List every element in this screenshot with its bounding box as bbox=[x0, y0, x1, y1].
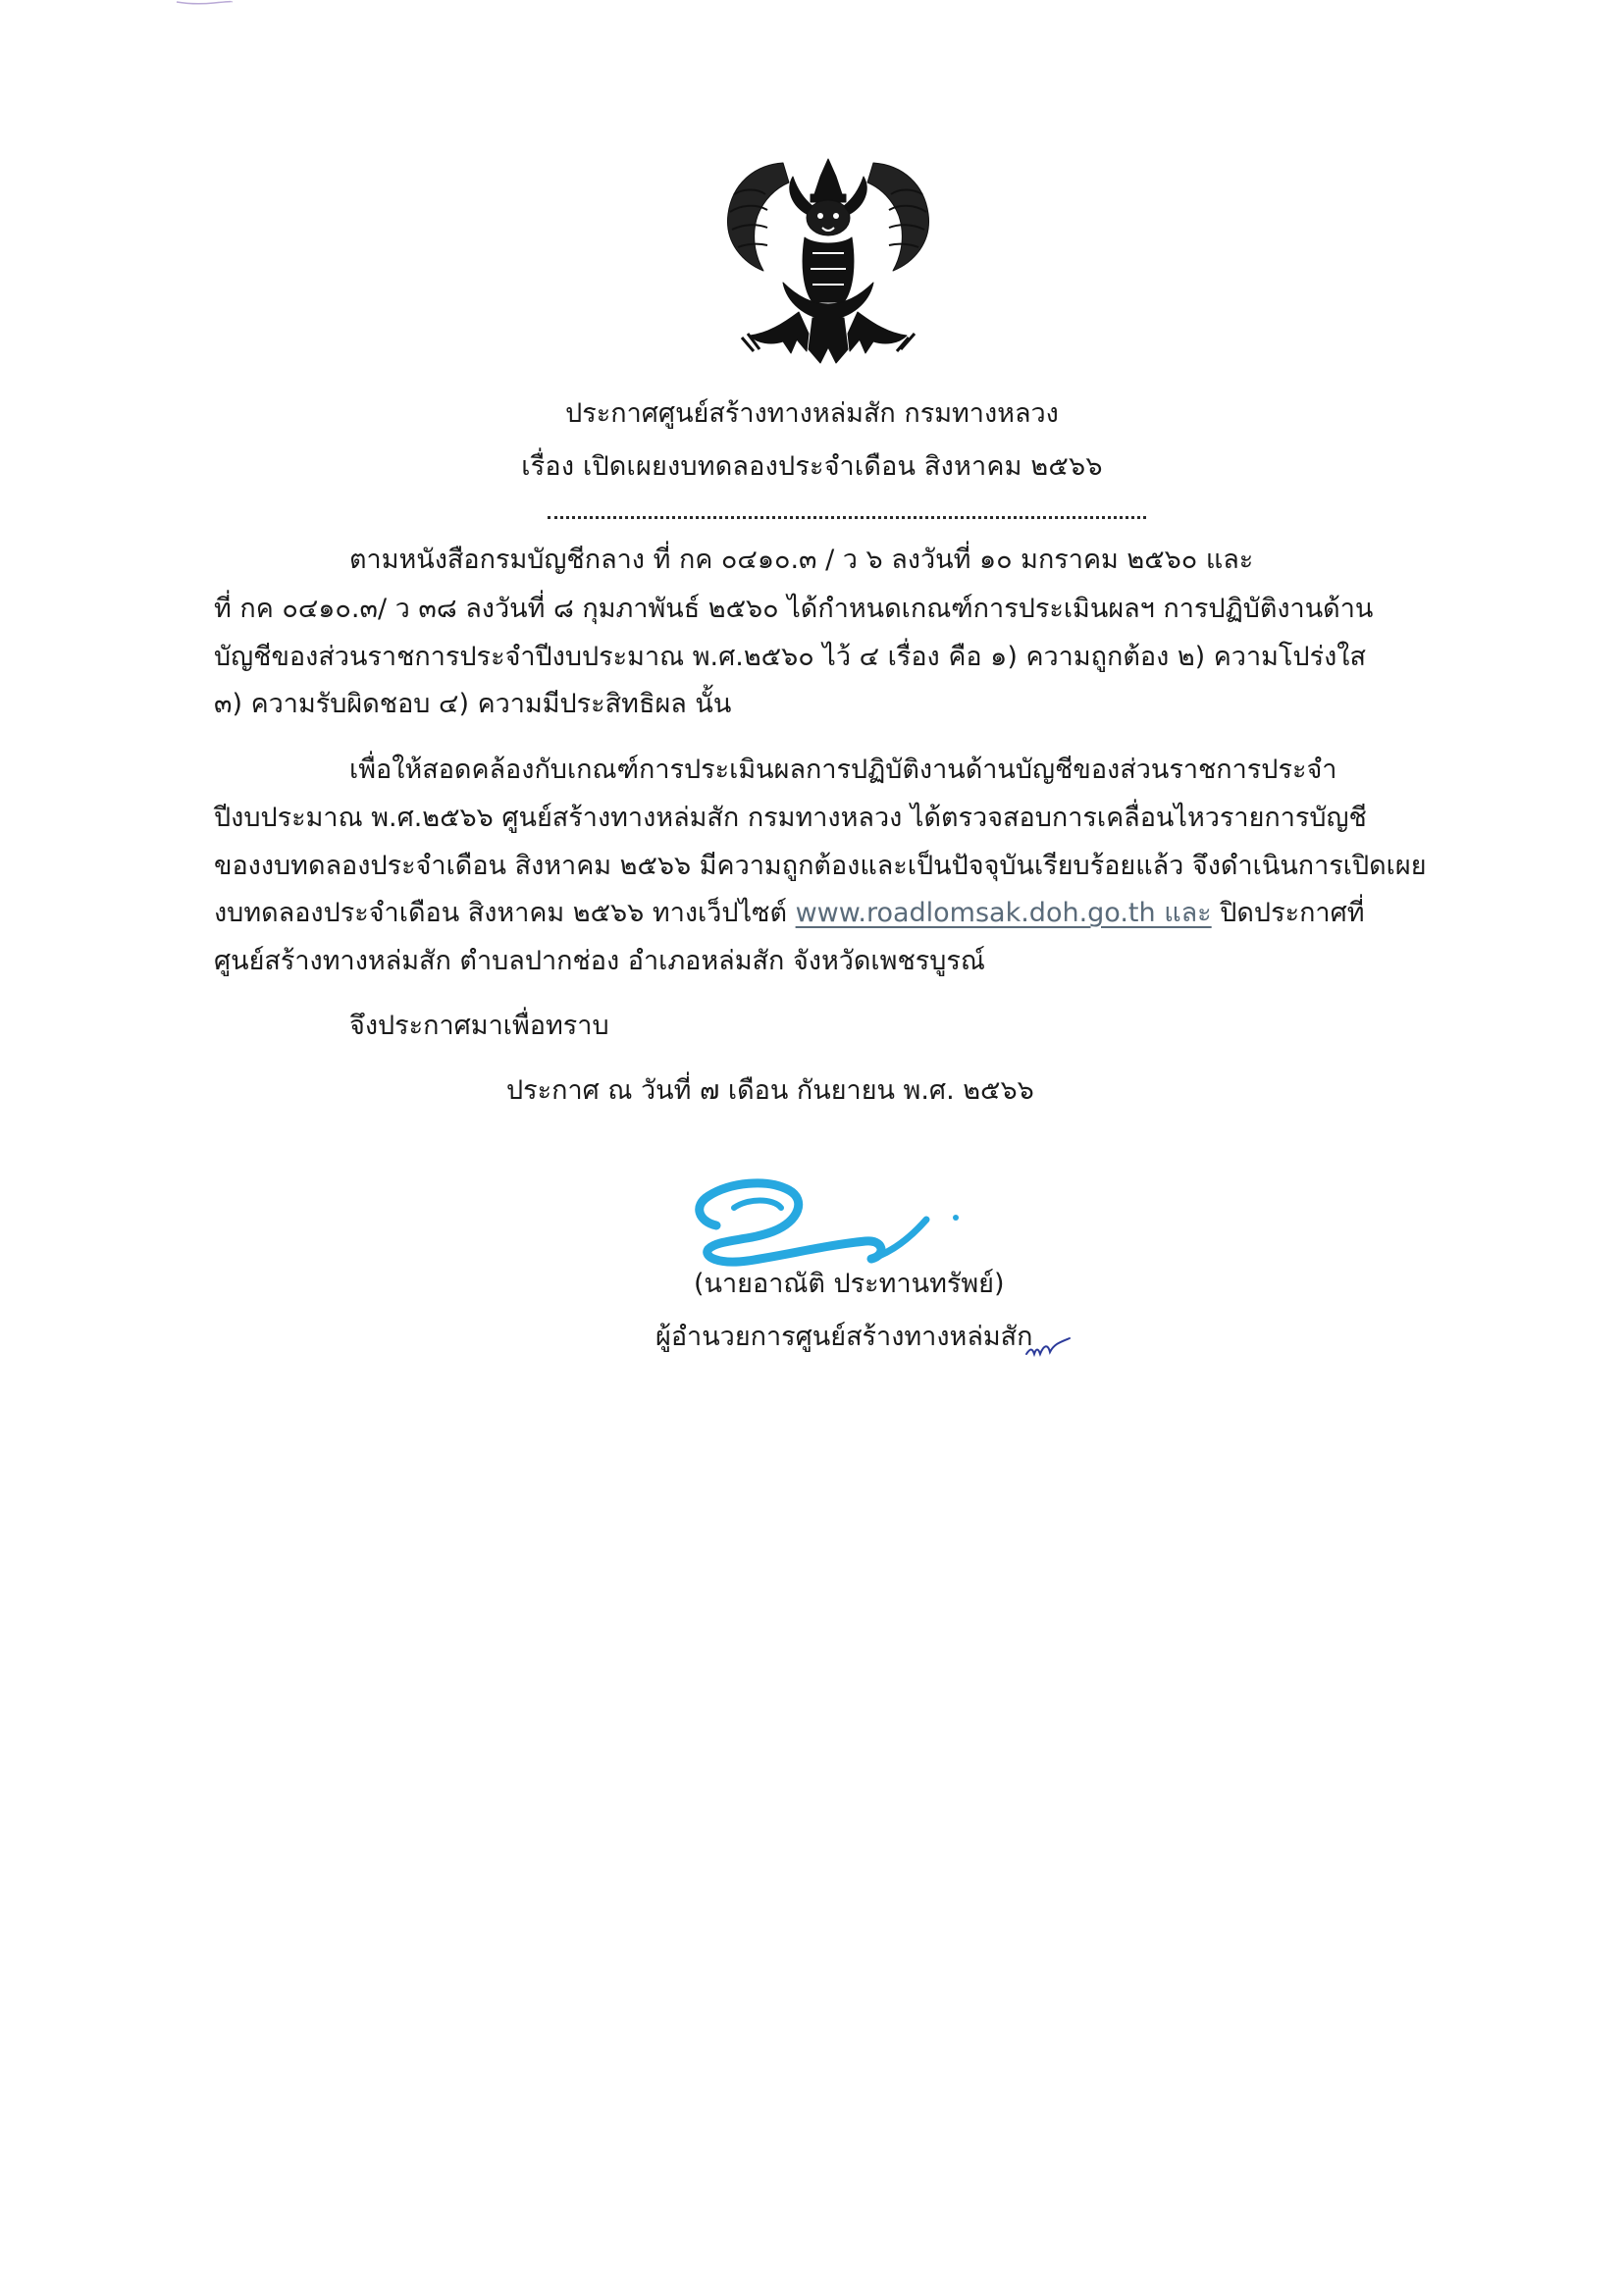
paragraph-2-line-4 bbox=[214, 896, 1365, 931]
paragraph-1-line-1: ตามหนังสือกรมบัญชีกลาง ที่ กค ๐๔๑๐.๓ / ว ๖ ลงวันที่ ๑๐ มกราคม ๒๕๖๐ และ bbox=[349, 545, 1254, 575]
signer-name: (นายอาณัติ ประทานทรัพย์) bbox=[694, 1269, 1005, 1299]
announcement-title: ประกาศศูนย์สร้างทางหล่มสัก กรมทางหลวง bbox=[565, 398, 1059, 429]
paragraph-2-line-3: ของงบทดลองประจำเดือน สิงหาคม ๒๕๖๖ มีความถูกต้องและเป็นปัจจุบันเรียบร้อยแล้ว จึงดำเนินการเปิดเผย bbox=[214, 851, 1427, 881]
paragraph-2-line-2: ปีงบประมาณ พ.ศ.๒๕๖๖ ศูนย์สร้างทางหล่มสัก กรมทางหลวง ได้ตรวจสอบการเคลื่อนไหวรายการบัญชี bbox=[214, 803, 1367, 833]
announcement-date: ประกาศ ณ วันที่ ๗ เดือน กันยายน พ.ศ. ๒๕๖๖ bbox=[506, 1075, 1034, 1106]
title-divider bbox=[548, 516, 1146, 519]
garuda-emblem-icon bbox=[714, 155, 942, 366]
signer-position: ผู้อำนวยการศูนย์สร้างทางหล่มสัก bbox=[655, 1322, 1033, 1352]
paragraph-2-line-4-start: งบทดลองประจำเดือน สิงหาคม ๒๕๖๖ ทางเว็ปไซต์ bbox=[214, 898, 796, 928]
initials-mark bbox=[1024, 1334, 1074, 1360]
paragraph-1-line-3: บัญชีของส่วนราชการประจำปีงบประมาณ พ.ศ.๒๕๖๐ ไว้ ๔ เรื่อง คือ ๑) ความถูกต้อง ๒) ความโปร่งใส bbox=[214, 642, 1366, 672]
paragraph-1-line-2: ที่ กค ๐๔๑๐.๓/ ว ๓๘ ลงวันที่ ๘ กุมภาพันธ์ ๒๕๖๐ ได้กำหนดเกณฑ์การประเมินผลฯ การปฏิบัติงานด้าน bbox=[214, 594, 1374, 624]
paragraph-1-line-4: ๓) ความรับผิดชอบ ๔) ความมีประสิทธิผล นั้น bbox=[214, 689, 732, 719]
website-link[interactable]: www.roadlomsak.doh.go.th และ bbox=[795, 898, 1212, 928]
paragraph-2-line-1: เพื่อให้สอดคล้องกับเกณฑ์การประเมินผลการปฏิบัติงานด้านบัญชีของส่วนราชการประจำ bbox=[349, 755, 1337, 785]
scan-corner-mark bbox=[175, 0, 234, 6]
paragraph-2-line-5: ศูนย์สร้างทางหล่มสัก ตำบลปากช่อง อำเภอหล่มสัก จังหวัดเพชรบูรณ์ bbox=[214, 946, 985, 976]
announcement-subject: เรื่อง เปิดเผยงบทดลองประจำเดือน สิงหาคม ๒๕๖๖ bbox=[521, 451, 1103, 482]
closing-statement: จึงประกาศมาเพื่อทราบ bbox=[349, 1011, 609, 1041]
signature bbox=[679, 1163, 1072, 1271]
paragraph-2-line-4-end: ปิดประกาศที่ bbox=[1211, 898, 1365, 928]
